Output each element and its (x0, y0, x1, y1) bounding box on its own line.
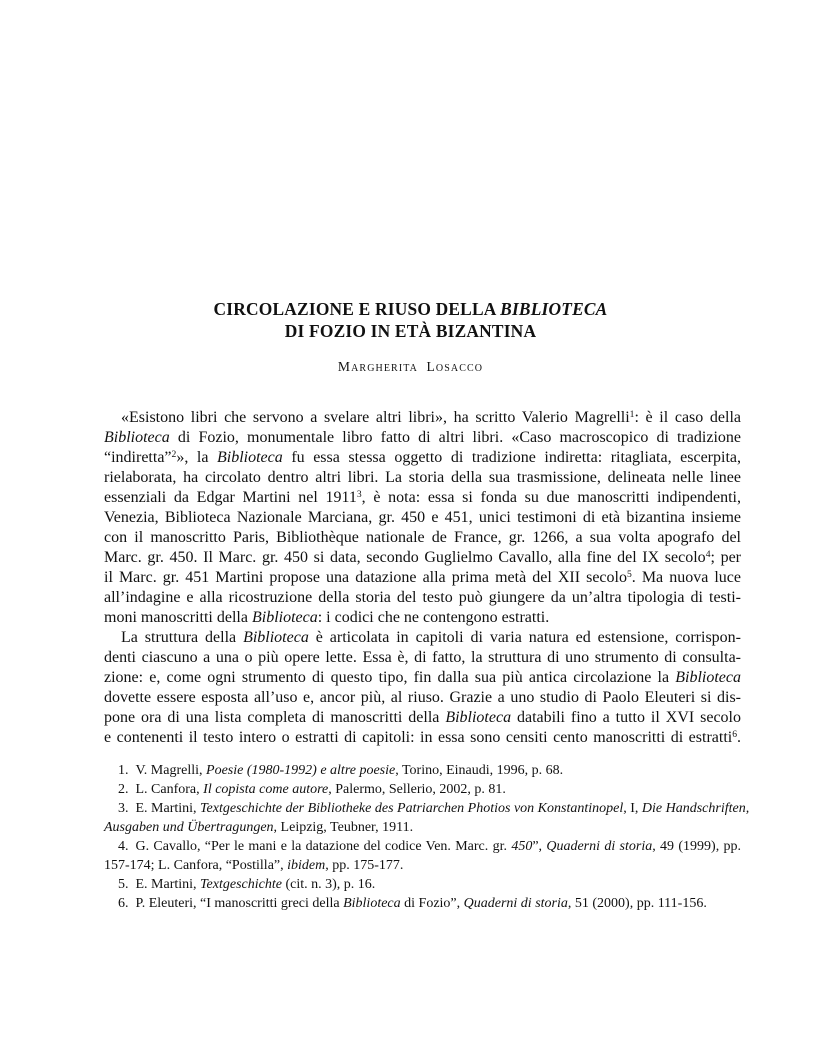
text-run: : è il caso della (634, 409, 742, 426)
footnote-line (104, 856, 741, 875)
footnote (104, 780, 741, 799)
text-run: . Ma nuova luce (631, 569, 742, 586)
text-run: , I, (623, 801, 642, 816)
author-name: Margherita Losacco (337, 359, 484, 374)
footnote-ref-superscript: 6 (732, 729, 737, 741)
text-run: pone ora di una lista completa di manoscritti della (104, 709, 446, 726)
text-run: 157-174; L. Canfora, “Postilla”, (104, 858, 288, 873)
text-run: Venezia, Biblioteca Nazionale Marciana, gr. 450 e 451, unici testimoni di età bizantina insieme (104, 509, 741, 526)
text-run: denti ciascuno a una o più opere lette. Essa è, di fatto, la struttura di uno strumento di consulta- (104, 649, 741, 666)
italic-text-run: Biblioteca (104, 429, 170, 446)
article-title (0, 298, 821, 342)
text-run: fu essa stessa oggetto di tradizione indiretta: ritagliata, escerpita, (282, 449, 741, 466)
text-run: rielaborata, ha circolato dentro altri libri. La storia della sua trasmissione, delineata nelle linee (104, 469, 741, 486)
body-line (104, 608, 741, 628)
text-run: : i codici che ne contengono estratti. (317, 609, 550, 626)
text-run: . (737, 729, 741, 746)
body-line (104, 628, 741, 648)
italic-text-run: Biblioteca (343, 896, 401, 911)
text-run: dovette essere esposta all’uso e, ancor più, al riuso. Grazie a uno studio di Paolo Eleuteri si dis- (104, 689, 741, 706)
footnotes-section (104, 761, 750, 913)
text-run: , è nota: essa si fonda su due manoscritti indipendenti, (361, 489, 741, 506)
italic-text-run: Biblioteca (675, 669, 741, 686)
text-run: La struttura della (121, 629, 244, 646)
footnote (104, 875, 741, 894)
text-run: di Fozio, monumentale libro fatto di altri libri. «Caso macroscopico di tradizione (169, 429, 741, 446)
text-run: e contenenti il testo intero o estratti di capitoli: in essa sono censiti cento manoscritti di estratti (104, 729, 733, 746)
body-line (104, 508, 741, 528)
italic-text-run: Quaderni di storia (463, 896, 568, 911)
italic-text-run: Die Handschriften, (641, 801, 750, 816)
text-run: DI FOZIO IN ETÀ BIZANTINA (284, 321, 537, 341)
body-line (104, 448, 741, 468)
body-line (104, 688, 741, 708)
text-run: , pp. 175-177. (325, 858, 404, 873)
text-run: «Esistono libri che servono a svelare altri libri», ha scritto Valerio Magrelli (121, 409, 630, 426)
italic-text-run: Il copista come autore (203, 782, 329, 797)
italic-text-run: Poesie (1980-1992) e altre poesie (206, 763, 396, 778)
text-run: 5. E. Martini, (118, 877, 201, 892)
text-run: 2. L. Canfora, (118, 782, 204, 797)
text-run: , Torino, Einaudi, 1996, p. 68. (395, 763, 564, 778)
text-run: CIRCOLAZIONE E RIUSO DELLA (213, 299, 501, 319)
text-run: databili fino a tutto il XVI secolo (511, 709, 742, 726)
body-line (104, 708, 741, 728)
body-line (104, 528, 741, 548)
footnote-line (104, 894, 741, 913)
text-run: 1. V. Magrelli, (118, 763, 207, 778)
footnote-line (104, 818, 741, 837)
article-title-line2 (0, 320, 821, 342)
italic-text-run: Biblioteca (216, 449, 283, 466)
italic-text-run: Biblioteca (251, 609, 318, 626)
text-run: ; per (710, 549, 742, 566)
italic-text-run: ibidem (287, 858, 326, 873)
footnote-ref-superscript: 3 (356, 489, 362, 501)
text-run: 4. G. Cavallo, “Per le mani e la datazione del codice Ven. Marc. gr. (118, 839, 512, 854)
body-line (104, 668, 741, 688)
body-line (104, 648, 741, 668)
text-run: moni manoscritti della (104, 609, 252, 626)
italic-text-run: Textgeschichte (200, 877, 282, 892)
italic-text-run: Textgeschichte der Bibliotheke des Patriarchen Photios von Konstantinopel (200, 801, 624, 816)
italic-text-run: Ausgaben und Übertragungen (104, 820, 274, 835)
article-body (104, 408, 741, 748)
footnote-line (104, 837, 741, 856)
footnote (104, 761, 741, 780)
text-run: , Palermo, Sellerio, 2002, p. 81. (328, 782, 506, 797)
footnote-line (104, 799, 750, 818)
paragraph (104, 628, 741, 748)
footnote-line (104, 761, 741, 780)
article-header (0, 298, 821, 375)
italic-text-run: Biblioteca (445, 709, 512, 726)
footnote-ref-superscript: 5 (626, 569, 632, 581)
body-line (104, 468, 741, 488)
text-run: », la (176, 449, 217, 466)
text-run: di Fozio”, (400, 896, 464, 911)
text-run: “indiretta” (104, 449, 172, 466)
body-line (104, 488, 741, 508)
footnote (104, 894, 741, 913)
text-run: 6. P. Eleuteri, “I manoscritti greci della (118, 896, 344, 911)
text-run: ”, (532, 839, 547, 854)
italic-text-run: 450 (511, 839, 533, 854)
italic-text-run: Quaderni di storia (546, 839, 653, 854)
footnote (104, 837, 741, 875)
body-line (104, 408, 741, 428)
text-run: (cit. n. 3), p. 16. (281, 877, 376, 892)
text-run: zione: e, come ogni strumento di questo tipo, fin dalla sua più antica circolazione la (104, 669, 676, 686)
text-run: , Leipzig, Teubner, 1911. (273, 820, 414, 835)
text-run: , 51 (2000), pp. 111-156. (567, 896, 707, 911)
body-line (104, 728, 741, 748)
footnote-ref-superscript: 1 (629, 409, 635, 421)
footnote (104, 799, 750, 837)
body-line (104, 428, 741, 448)
text-run: Marc. gr. 450. Il Marc. gr. 450 si data, secondo Guglielmo Cavallo, alla fine del IX secolo (104, 549, 706, 566)
body-line (104, 588, 741, 608)
text-run: il Marc. gr. 451 Martini propose una datazione alla prima metà del XII secolo (104, 569, 627, 586)
text-run: , 49 (1999), pp. (652, 839, 742, 854)
italic-text-run: Biblioteca (243, 629, 309, 646)
footnote-ref-superscript: 2 (171, 449, 177, 461)
text-run: essenziali da Edgar Martini nel 1911 (104, 489, 357, 506)
paragraph (104, 408, 741, 628)
article-title-line1 (0, 298, 821, 320)
body-line (104, 568, 741, 588)
footnote-line (104, 875, 741, 894)
footnote-ref-superscript: 4 (705, 549, 711, 561)
italic-text-run: BIBLIOTECA (500, 299, 608, 319)
text-run: 3. E. Martini, (118, 801, 201, 816)
body-line (104, 548, 741, 568)
text-run: è articolata in capitoli di varia natura ed estensione, corrispon- (308, 629, 741, 646)
text-run: all’indagine e alla ricostruzione della storia del testo può giungere da un’altra tipologia di testi- (104, 589, 741, 606)
footnote-line (104, 780, 741, 799)
text-run: con il manoscritto Paris, Bibliothèque nationale de France, gr. 1266, a sua volta apografo del (104, 529, 741, 546)
